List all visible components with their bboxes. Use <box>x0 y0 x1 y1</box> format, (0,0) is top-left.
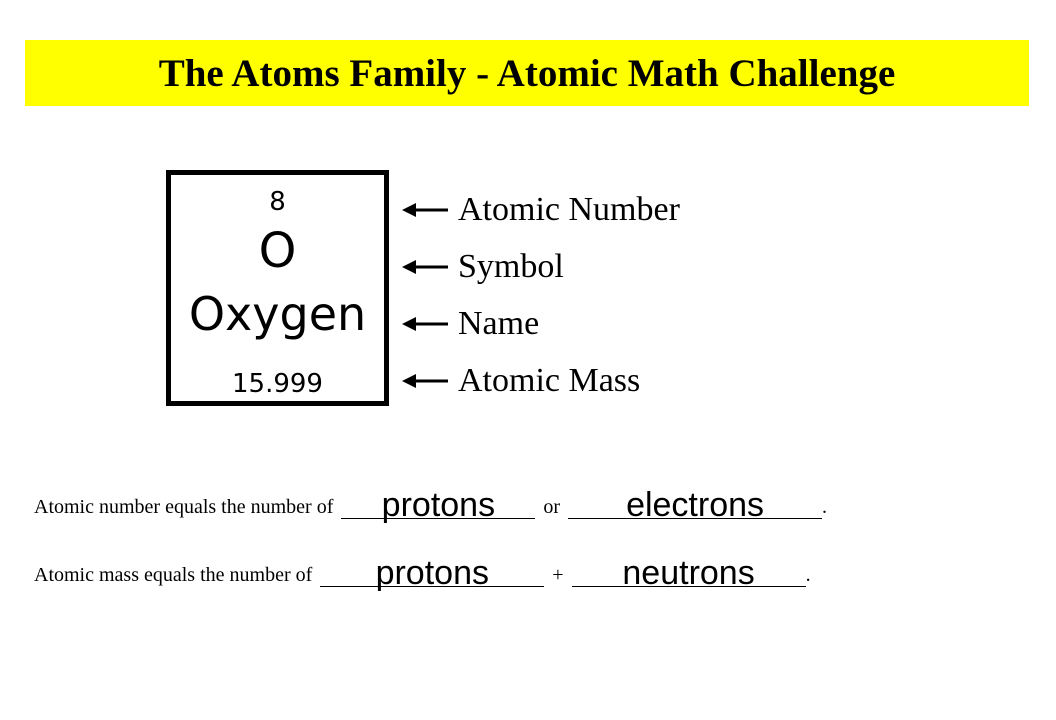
answer-text: protons <box>375 554 489 592</box>
label-atomic-number: Atomic Number <box>458 191 680 228</box>
statement-suffix: . <box>805 564 811 586</box>
label-row-atomic-mass <box>400 361 640 401</box>
left-arrow-icon <box>400 257 450 277</box>
label-row-atomic-number <box>400 190 680 230</box>
answer-text: electrons <box>626 486 765 524</box>
statement-suffix: . <box>822 496 828 518</box>
title-banner <box>25 40 1029 106</box>
element-name: Oxygen <box>188 287 367 341</box>
left-arrow-icon <box>400 314 450 334</box>
answer-blank-protons[interactable] <box>341 486 535 524</box>
statement-prefix: Atomic mass equals the number of <box>34 564 313 586</box>
page-title: The Atoms Family - Atomic Math Challenge <box>158 51 896 95</box>
statement-atomic-mass <box>34 554 811 592</box>
answer-blank-protons[interactable] <box>320 554 544 592</box>
label-row-symbol <box>400 247 564 287</box>
label-name: Name <box>458 305 540 342</box>
element-atomic-number: 8 <box>269 187 286 217</box>
statement-joiner: or <box>543 496 561 518</box>
label-row-name <box>400 304 539 344</box>
statement-prefix: Atomic number equals the number of <box>34 496 334 518</box>
element-symbol: O <box>258 223 297 279</box>
answer-text: neutrons <box>622 554 755 592</box>
statement-atomic-number <box>34 486 828 524</box>
element-tile <box>166 170 389 406</box>
left-arrow-icon <box>400 200 450 220</box>
answer-blank-neutrons[interactable] <box>572 554 806 592</box>
left-arrow-icon <box>400 371 450 391</box>
answer-blank-electrons[interactable] <box>568 486 822 524</box>
statement-joiner: + <box>552 564 564 586</box>
label-atomic-mass: Atomic Mass <box>458 362 641 399</box>
label-symbol: Symbol <box>458 248 564 285</box>
answer-text: protons <box>381 486 496 524</box>
element-atomic-mass: 15.999 <box>232 369 323 399</box>
